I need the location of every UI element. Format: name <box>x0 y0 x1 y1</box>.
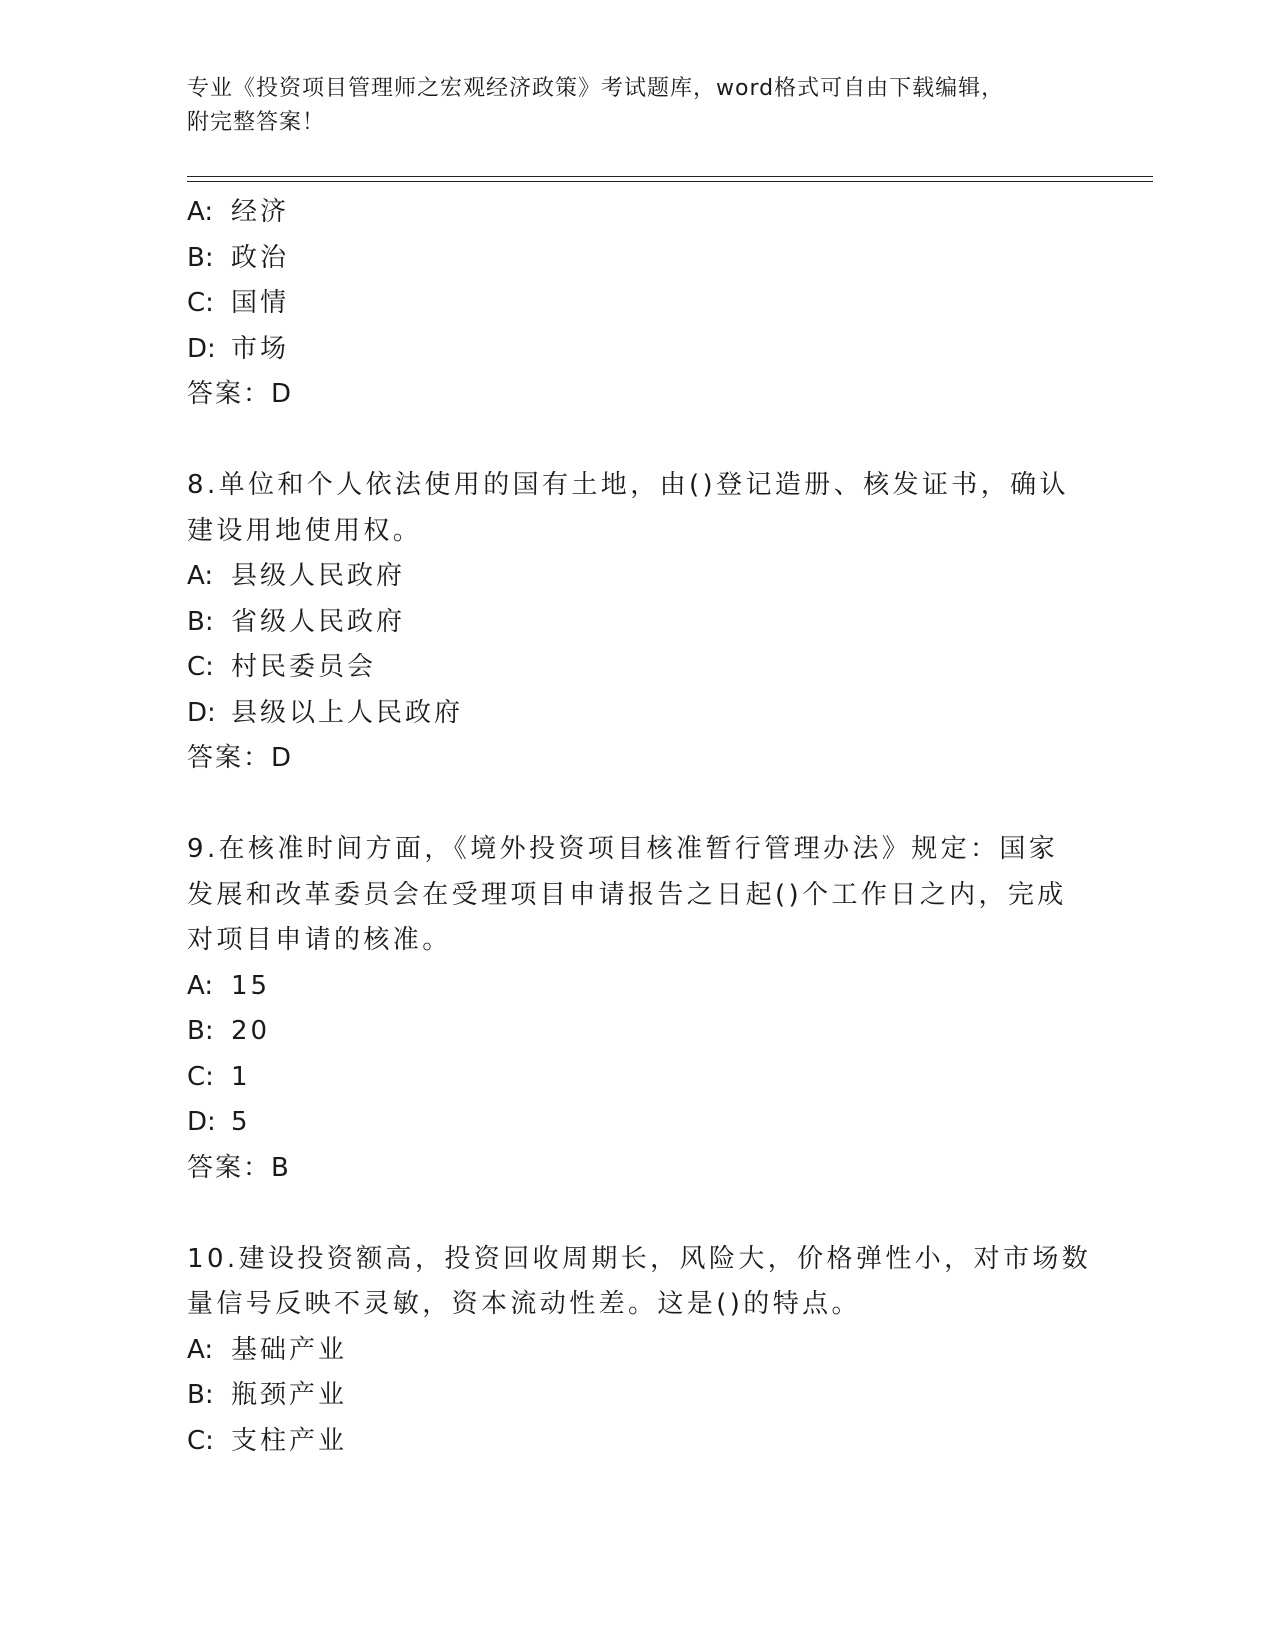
question-stem <box>187 1237 1092 1328</box>
question-stem <box>187 827 1087 964</box>
option-a: A: 经济 <box>187 197 290 227</box>
question-10 <box>187 1237 1092 1465</box>
question-8 <box>187 463 1087 782</box>
stem-line: 10.建设投资额高，投资回收周期长，风险大，价格弹性小，对市场数 <box>187 1243 1092 1274</box>
header-line-2: 附完整答案！ <box>187 110 326 135</box>
header-rule-bottom <box>187 181 1153 182</box>
option-d: D: 县级以上人民政府 <box>187 697 464 728</box>
spacer <box>187 418 1087 464</box>
question-9 <box>187 827 1087 1191</box>
option-b: B: 政治 <box>187 242 290 273</box>
spacer <box>187 1191 1087 1237</box>
option-d: D: 市场 <box>187 333 290 364</box>
stem-line: 8.单位和个人依法使用的国有土地，由()登记造册、核发证书，确认 <box>187 470 1069 500</box>
option-c: C: 国情 <box>187 288 290 318</box>
option-c: C: 支柱产业 <box>187 1425 348 1456</box>
option-a: A: 15 <box>187 970 271 1001</box>
option-b: B: 瓶颈产业 <box>187 1380 348 1410</box>
answer: 答案：B <box>187 1152 291 1183</box>
answer: 答案：D <box>187 379 294 409</box>
option-d: D: 5 <box>187 1107 251 1137</box>
stem-line: 9.在核准时间方面，《境外投资项目核准暂行管理办法》规定：国家 <box>187 834 1059 864</box>
stem-line: 对项目申请的核准。 <box>187 925 452 955</box>
answer: 答案：D <box>187 743 294 773</box>
stem-line: 建设用地使用权。 <box>187 515 423 546</box>
header-rule-top <box>187 176 1153 177</box>
option-a: A: 基础产业 <box>187 1334 348 1365</box>
option-a: A: 县级人民政府 <box>187 561 406 591</box>
stem-line: 发展和改革委员会在受理项目申请报告之日起()个工作日之内，完成 <box>187 879 1067 910</box>
stem-line: 量信号反映不灵敏，资本流动性差。这是()的特点。 <box>187 1289 861 1319</box>
option-c: C: 村民委员会 <box>187 652 377 682</box>
option-b: B: 20 <box>187 1016 271 1046</box>
spacer <box>187 782 1087 828</box>
option-b: B: 省级人民政府 <box>187 606 406 637</box>
option-c: C: 1 <box>187 1061 251 1092</box>
question-7 <box>187 190 1087 418</box>
question-stem <box>187 463 1087 554</box>
header-line-1: 专业《投资项目管理师之宏观经济政策》考试题库，word格式可自由下载编辑， <box>187 76 1005 101</box>
question-list <box>187 190 1092 1464</box>
document-header <box>187 72 1087 140</box>
